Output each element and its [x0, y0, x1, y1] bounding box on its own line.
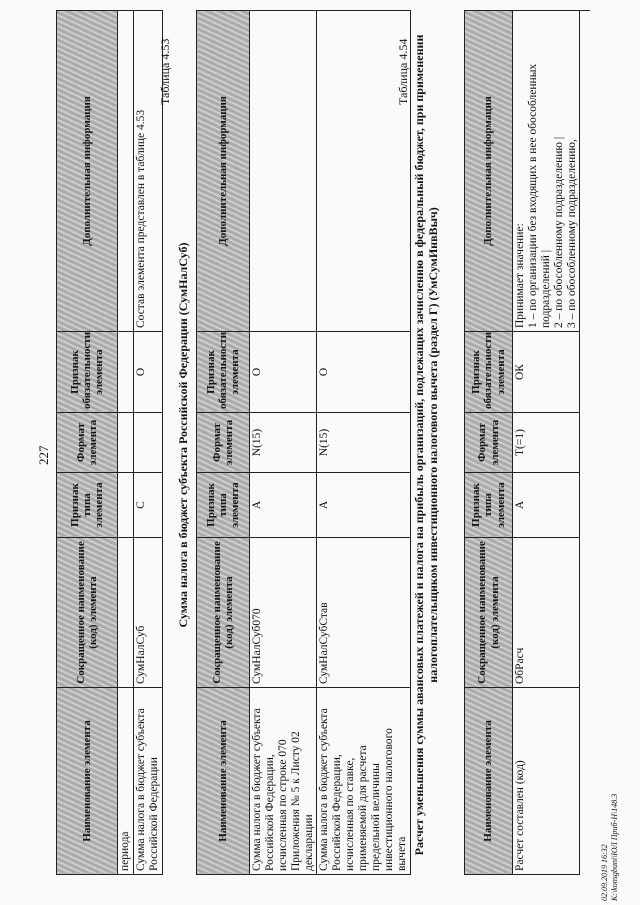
margin-change-bar — [568, 10, 590, 11]
table-row — [133, 11, 162, 875]
header-format: Формат элемента — [57, 413, 118, 473]
header-info: Дополнительная информация — [465, 11, 513, 332]
header-format: Формат элемента — [465, 413, 513, 473]
header-short: Сокращенное наименование (код) элемента — [57, 538, 118, 688]
table-header-row — [197, 11, 250, 875]
cell-short: СумНалСуб070 — [250, 538, 317, 688]
header-name: Наименование элемента — [197, 688, 250, 875]
footer-stamp — [600, 794, 619, 901]
table-continuation — [56, 10, 163, 875]
cell-short: СумНалСуб — [133, 538, 162, 688]
table-row — [250, 11, 317, 875]
cell-short: ОбРасч — [513, 538, 580, 688]
table-header-row — [57, 11, 118, 875]
page-number: 227 — [36, 445, 51, 465]
table-header-row — [465, 11, 513, 875]
cell-info — [250, 11, 317, 332]
table-row — [118, 11, 134, 875]
cell-info: Состав элемента представлен в таблице 4.53 — [133, 11, 162, 332]
cell-type: А — [250, 473, 317, 538]
cell-type: А — [513, 473, 580, 538]
table-4-53 — [196, 10, 411, 875]
table-row — [317, 11, 410, 875]
cell-type: А — [317, 473, 410, 538]
table-4-54 — [464, 10, 580, 875]
cell-info — [118, 11, 134, 332]
header-info: Дополнительная информация — [57, 11, 118, 332]
cell-required: О — [133, 332, 162, 413]
table-4-53-title: Сумма налога в бюджет субъекта Российской Федерации (СумНалСуб) — [176, 242, 190, 628]
header-type: Признак типа элемента — [57, 473, 118, 538]
cell-name: Сумма налога в бюджет субъекта Российской Федерации, исчисленная по ставке, применяемой для расчета предельной величины инвестиционного налогового вычета — [317, 688, 410, 875]
header-short: Сокращенное наименование (код) элемента — [197, 538, 250, 688]
cell-type: С — [133, 473, 162, 538]
cell-info: Принимает значение: 1 – по организации без входящих в нее обособленных подразделений | 2 – по обособленному подразделению | 3 – по обособленному подразделению, — [513, 11, 580, 332]
cell-name: Расчет составлен (код) — [513, 688, 580, 875]
cell-name: периода — [118, 688, 134, 875]
footer-path: К:\konsgbuni\ЮЛ Приб-Н\148.3 — [609, 793, 619, 901]
cell-name: Сумма налога в бюджет субъекта Российской Федерации — [133, 688, 162, 875]
cell-format — [118, 413, 134, 473]
header-type: Признак типа элемента — [197, 473, 250, 538]
header-required: Признак обязательности элемента — [465, 332, 513, 413]
cell-short — [118, 538, 134, 688]
footer-date: 02.09.2019 16:32 — [600, 844, 609, 901]
cell-required: О — [250, 332, 317, 413]
header-format: Формат элемента — [197, 413, 250, 473]
table-row — [513, 11, 580, 875]
cell-format: T(=1) — [513, 413, 580, 473]
cell-short: СумНалСубСтав — [317, 538, 410, 688]
cell-format — [133, 413, 162, 473]
header-name: Наименование элемента — [465, 688, 513, 875]
table-4-54-caption: Таблица 4.54 — [396, 38, 410, 105]
cell-required: ОК — [513, 332, 580, 413]
table-4-54-title: Расчет уменьшения суммы авансовых платежей и налога на прибыль организаций, подлежащих зачислению в федеральный бюджет, при применении налогоплательщиком инвестиционного налогового вычета (раздел Г) (УмСумИнвВыч) — [412, 34, 441, 856]
cell-format: N(15) — [317, 413, 410, 473]
cell-format: N(15) — [250, 413, 317, 473]
header-required: Признак обязательности элемента — [197, 332, 250, 413]
cell-type — [118, 473, 134, 538]
header-required: Признак обязательности элемента — [57, 332, 118, 413]
header-info: Дополнительная информация — [197, 11, 250, 332]
header-name: Наименование элемента — [57, 688, 118, 875]
header-short: Сокращенное наименование (код) элемента — [465, 538, 513, 688]
cell-name: Сумма налога в бюджет субъекта Российской Федерации, исчисленная по строке 070 Приложения № 5 к Листу 02 декларации — [250, 688, 317, 875]
cell-required: О — [317, 332, 410, 413]
table-4-53-caption: Таблица 4.53 — [158, 38, 172, 105]
cell-required — [118, 332, 134, 413]
header-type: Признак типа элемента — [465, 473, 513, 538]
